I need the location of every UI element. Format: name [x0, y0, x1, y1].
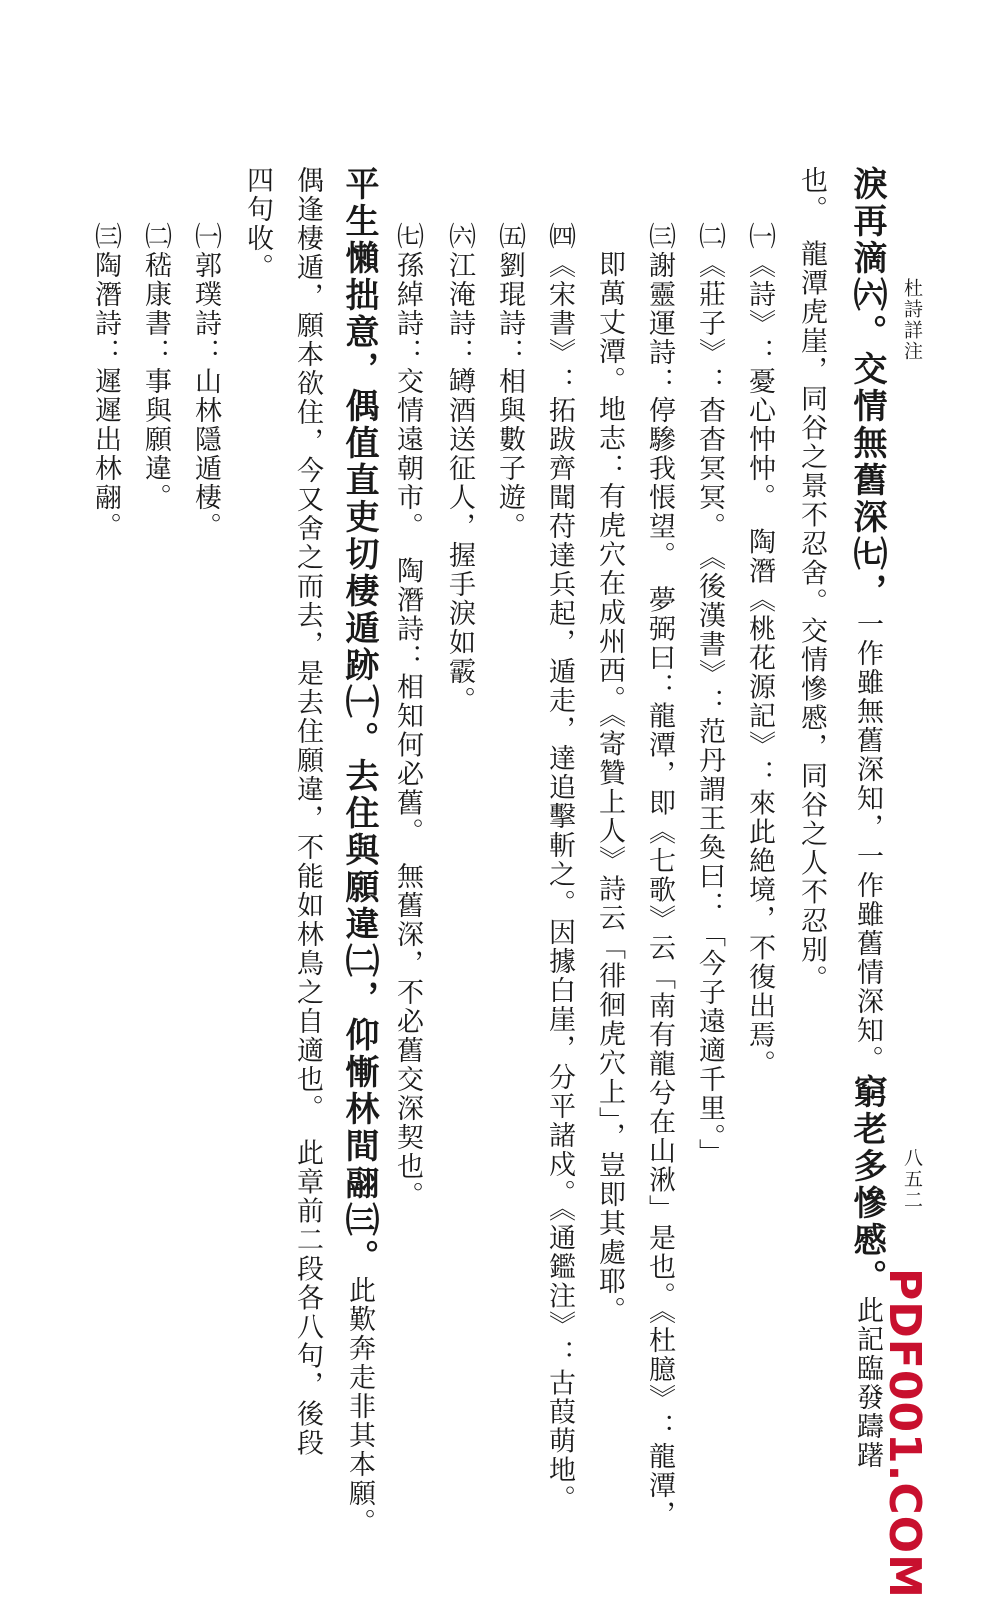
footnote-5: ㈤劉琨詩：相與數子遊。 — [494, 222, 525, 541]
footnote-4: ㈣《宋書》：拓跋齊聞苻達兵起，遁走，達追擊斬之。因據白崖，分平諸戍。《通鑑注》：古葭萌地。 — [544, 222, 575, 1514]
commentary-text: 偶逢棲遁，願本欲住，今又舍之而去，是去住願違，不能如林鳥之自適也。 此章前二段各八句，後段 — [292, 166, 323, 1458]
verse-text: 淚再滴㈥。交情無舊深㈦， — [847, 166, 887, 610]
commentary-text: 四句收。 — [242, 166, 273, 282]
book-title: 杜詩詳注 — [901, 278, 923, 362]
footnote-2: ㈡《莊子》：杳杳冥冥。 《後漢書》：范丹謂王奐曰：「今子遠適千里。」 — [694, 222, 725, 1168]
watermark: PDF001.COM — [879, 1268, 930, 1599]
footnote-6: ㈥江淹詩：罇酒送征人，握手淚如霰。 — [444, 222, 475, 715]
page-number: 八五二 — [901, 1148, 923, 1211]
verse-text: 平生懶拙意，偶值直吏切棲遁跡㈠。去住與願違㈡，仰慚林間翮㈢。 — [339, 166, 379, 1276]
commentary-text: 此記臨發躊躇 — [852, 1296, 883, 1470]
footnote-3: ㈢謝靈運詩：停驂我悵望。 夢弼曰：龍潭，即《七歌》云「南有龍兮在山湫」是也。《杜臆》：龍潭， — [644, 222, 675, 1529]
text-column-verse — [338, 166, 380, 1537]
footnote-1b: ㈠郭璞詩：山林隱遁棲。 — [190, 222, 221, 541]
footnote-3b: ㈢陶潛詩：遲遲出林翮。 — [90, 222, 121, 541]
text-column-commentary — [286, 166, 328, 1458]
footnote-7: ㈦孫綽詩：交情遠朝市。 陶潛詩：相知何必舊。 無舊深，不必舊交深契也。 — [392, 222, 423, 1210]
text-column-1 — [846, 166, 888, 1470]
text-column-2 — [790, 166, 832, 994]
text-column-commentary-end — [236, 166, 278, 282]
commentary-text: 也。 龍潭虎崖，同谷之景不忍舍。交情慘慼，同谷之人不忍別。 — [796, 166, 827, 994]
footnote-3-cont: 即萬丈潭。地志：有虎穴在成州西。《寄贊上人》詩云「徘徊虎穴上」，豈即其處耶。 — [594, 250, 625, 1325]
commentary-text: 此歎奔走非其本願。 — [344, 1276, 375, 1537]
verse-text: 窮老多慘慼。 — [847, 1074, 887, 1296]
footnote-1: ㈠《詩》：憂心忡忡。 陶潛《桃花源記》：來此絶境，不復出焉。 — [744, 222, 775, 1079]
footnote-2b: ㈡嵇康書：事與願違。 — [140, 222, 171, 512]
variant-note: 一作雖無舊深知，一作雖舊情深知。 — [852, 610, 883, 1074]
